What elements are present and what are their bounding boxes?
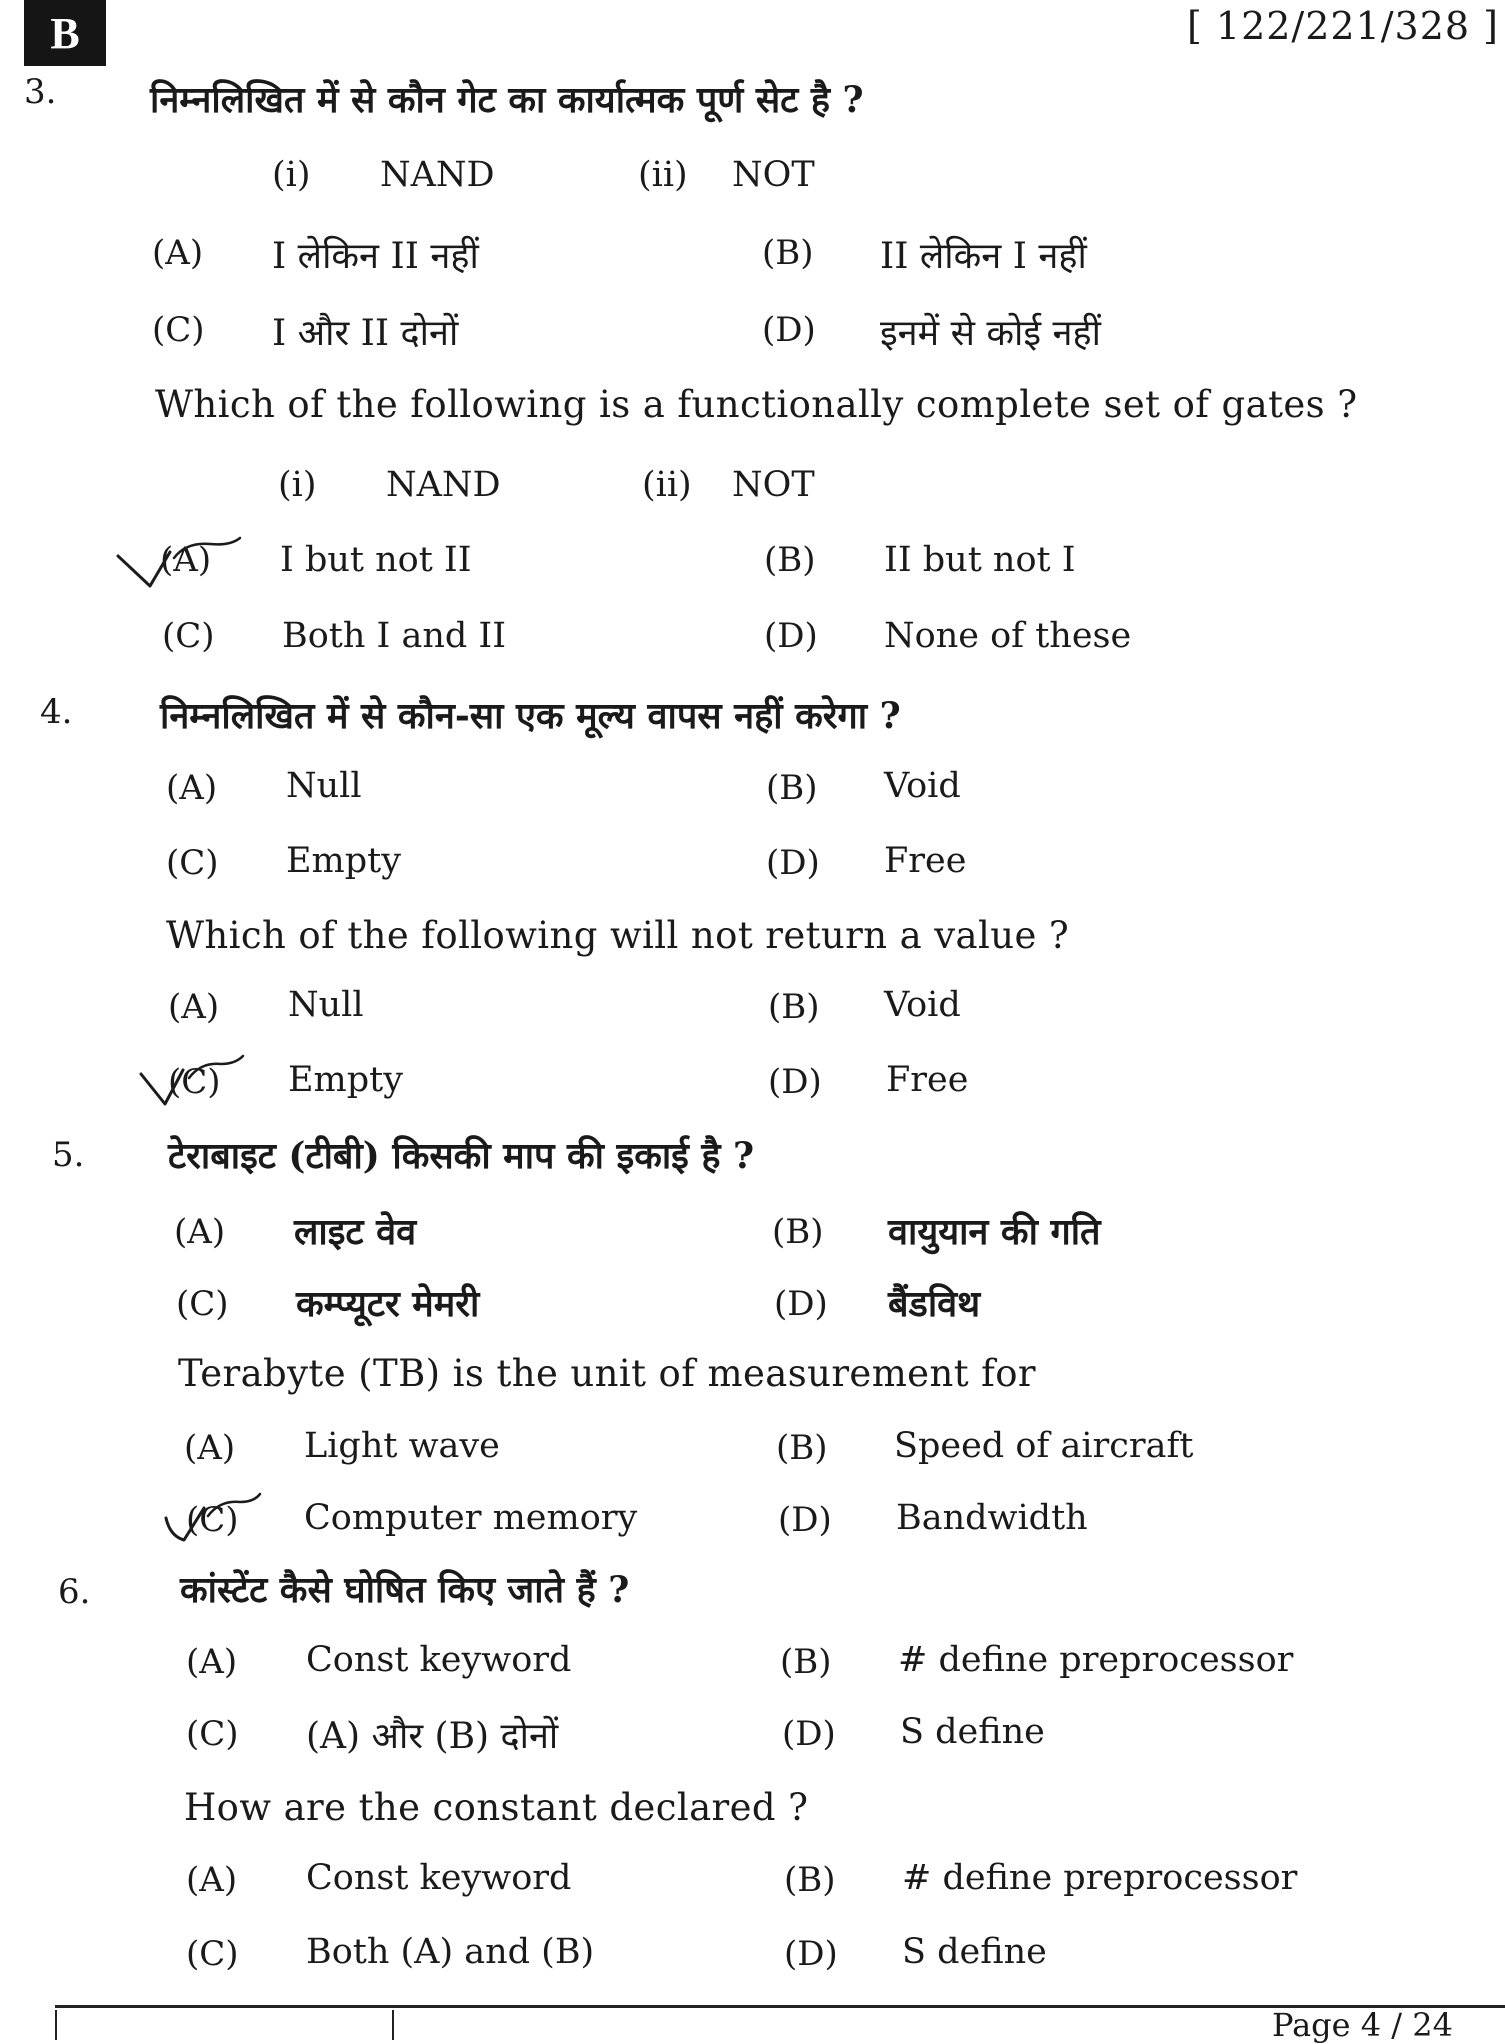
option-label: (D) <box>766 843 820 883</box>
option-label: (A) <box>174 1212 226 1252</box>
option-label: (D) <box>774 1284 828 1324</box>
option-label: (C) <box>186 1500 239 1540</box>
option-label: (B) <box>776 1428 828 1468</box>
question-text-hindi: कांस्टेंट कैसे घोषित किए जाते हैं ? <box>180 1569 630 1611</box>
option-text: Null <box>286 766 362 806</box>
option-text: II but not I <box>884 540 1076 580</box>
item-label: (i) <box>278 465 317 505</box>
option-label: (D) <box>782 1714 836 1754</box>
option-text: I but not II <box>280 540 472 580</box>
option-text: इनमें से कोई नहीं <box>880 313 1101 354</box>
option-label: (D) <box>762 310 816 350</box>
option-label: (A) <box>184 1428 236 1468</box>
option-text: (A) और (B) दोनों <box>306 1716 559 1757</box>
option-label: (B) <box>772 1212 824 1252</box>
option-label: (C) <box>166 843 219 883</box>
option-text: Void <box>884 985 961 1025</box>
question-number: 5. <box>52 1135 85 1175</box>
question-text-english: Which of the following will not return a value ? <box>166 914 1070 957</box>
question-text-hindi: निम्नलिखित में से कौन-सा एक मूल्य वापस नहीं करेगा ? <box>160 695 901 737</box>
option-label: (C) <box>186 1934 239 1974</box>
checkmark-icon <box>135 1048 255 1118</box>
option-text: Empty <box>288 1060 403 1100</box>
question-number: 3. <box>24 72 57 112</box>
option-text: S define <box>900 1712 1045 1752</box>
option-text: # define preprocessor <box>898 1640 1294 1680</box>
option-label: (B) <box>766 768 818 808</box>
option-text: Both (A) and (B) <box>306 1932 595 1972</box>
option-label: (A) <box>152 233 204 273</box>
option-text: # define preprocessor <box>902 1858 1298 1898</box>
option-text: Const keyword <box>306 1640 572 1680</box>
page-number: Page 4 / 24 <box>1272 2006 1453 2044</box>
option-text: वायुयान की गति <box>888 1211 1101 1253</box>
paper-code: [ 122/221/328 ] <box>1186 4 1499 48</box>
option-text: कम्प्यूटर मेमरी <box>296 1283 480 1325</box>
footer-code-box <box>55 2010 394 2040</box>
question-text-english: Terabyte (TB) is the unit of measurement for <box>178 1352 1036 1395</box>
option-text: बैंडविथ <box>888 1283 981 1325</box>
question-number: 6. <box>58 1572 91 1612</box>
option-label: (D) <box>778 1500 832 1540</box>
question-number: 4. <box>40 692 73 732</box>
option-text: None of these <box>884 616 1132 656</box>
item-label: (i) <box>272 155 311 195</box>
option-text: Empty <box>286 841 401 881</box>
series-badge: B <box>24 0 106 66</box>
option-text: Free <box>884 841 967 881</box>
option-text: Null <box>288 985 364 1025</box>
option-label: (A) <box>186 1642 238 1682</box>
option-text: Both I and II <box>282 616 507 656</box>
option-label: (C) <box>186 1714 239 1754</box>
item-label: (ii) <box>642 465 692 505</box>
option-label: (B) <box>768 987 820 1027</box>
option-label: (C) <box>176 1284 229 1324</box>
option-label: (A) <box>160 540 212 580</box>
item-text: NAND <box>386 465 501 505</box>
option-text: Computer memory <box>304 1498 638 1538</box>
option-label: (A) <box>186 1860 238 1900</box>
option-label: (D) <box>768 1062 822 1102</box>
option-label: (A) <box>168 987 220 1027</box>
option-label: (B) <box>784 1860 836 1900</box>
option-text: Speed of aircraft <box>894 1426 1194 1466</box>
option-text: Light wave <box>304 1426 500 1466</box>
option-label: (D) <box>764 616 818 656</box>
option-text: Void <box>884 766 961 806</box>
item-text: NOT <box>732 465 815 505</box>
option-text: Bandwidth <box>896 1498 1088 1538</box>
option-text: S define <box>902 1932 1047 1972</box>
option-label: (C) <box>168 1062 221 1102</box>
item-text: NOT <box>732 155 815 195</box>
option-label: (C) <box>152 310 205 350</box>
question-text-hindi: टेराबाइट (टीबी) किसकी माप की इकाई है ? <box>168 1135 755 1177</box>
option-label: (D) <box>784 1934 838 1974</box>
option-label: (B) <box>780 1642 832 1682</box>
option-label: (B) <box>762 233 814 273</box>
option-text: Const keyword <box>306 1858 572 1898</box>
option-text: I लेकिन II नहीं <box>272 236 479 277</box>
option-label: (C) <box>162 616 215 656</box>
option-text: लाइट वेव <box>294 1211 417 1253</box>
question-text-hindi: निम्नलिखित में से कौन गेट का कार्यात्मक पूर्ण सेट है ? <box>150 79 864 121</box>
option-label: (A) <box>166 768 218 808</box>
item-text: NAND <box>380 155 495 195</box>
question-text-english: How are the constant declared ? <box>184 1786 809 1829</box>
option-text: I और II दोनों <box>272 313 459 354</box>
option-label: (B) <box>764 540 816 580</box>
question-text-english: Which of the following is a functionally complete set of gates ? <box>155 383 1358 426</box>
option-text: Free <box>886 1060 969 1100</box>
checkmark-icon <box>112 528 252 598</box>
item-label: (ii) <box>638 155 688 195</box>
option-text: II लेकिन I नहीं <box>880 236 1087 277</box>
checkmark-icon <box>160 1488 270 1554</box>
